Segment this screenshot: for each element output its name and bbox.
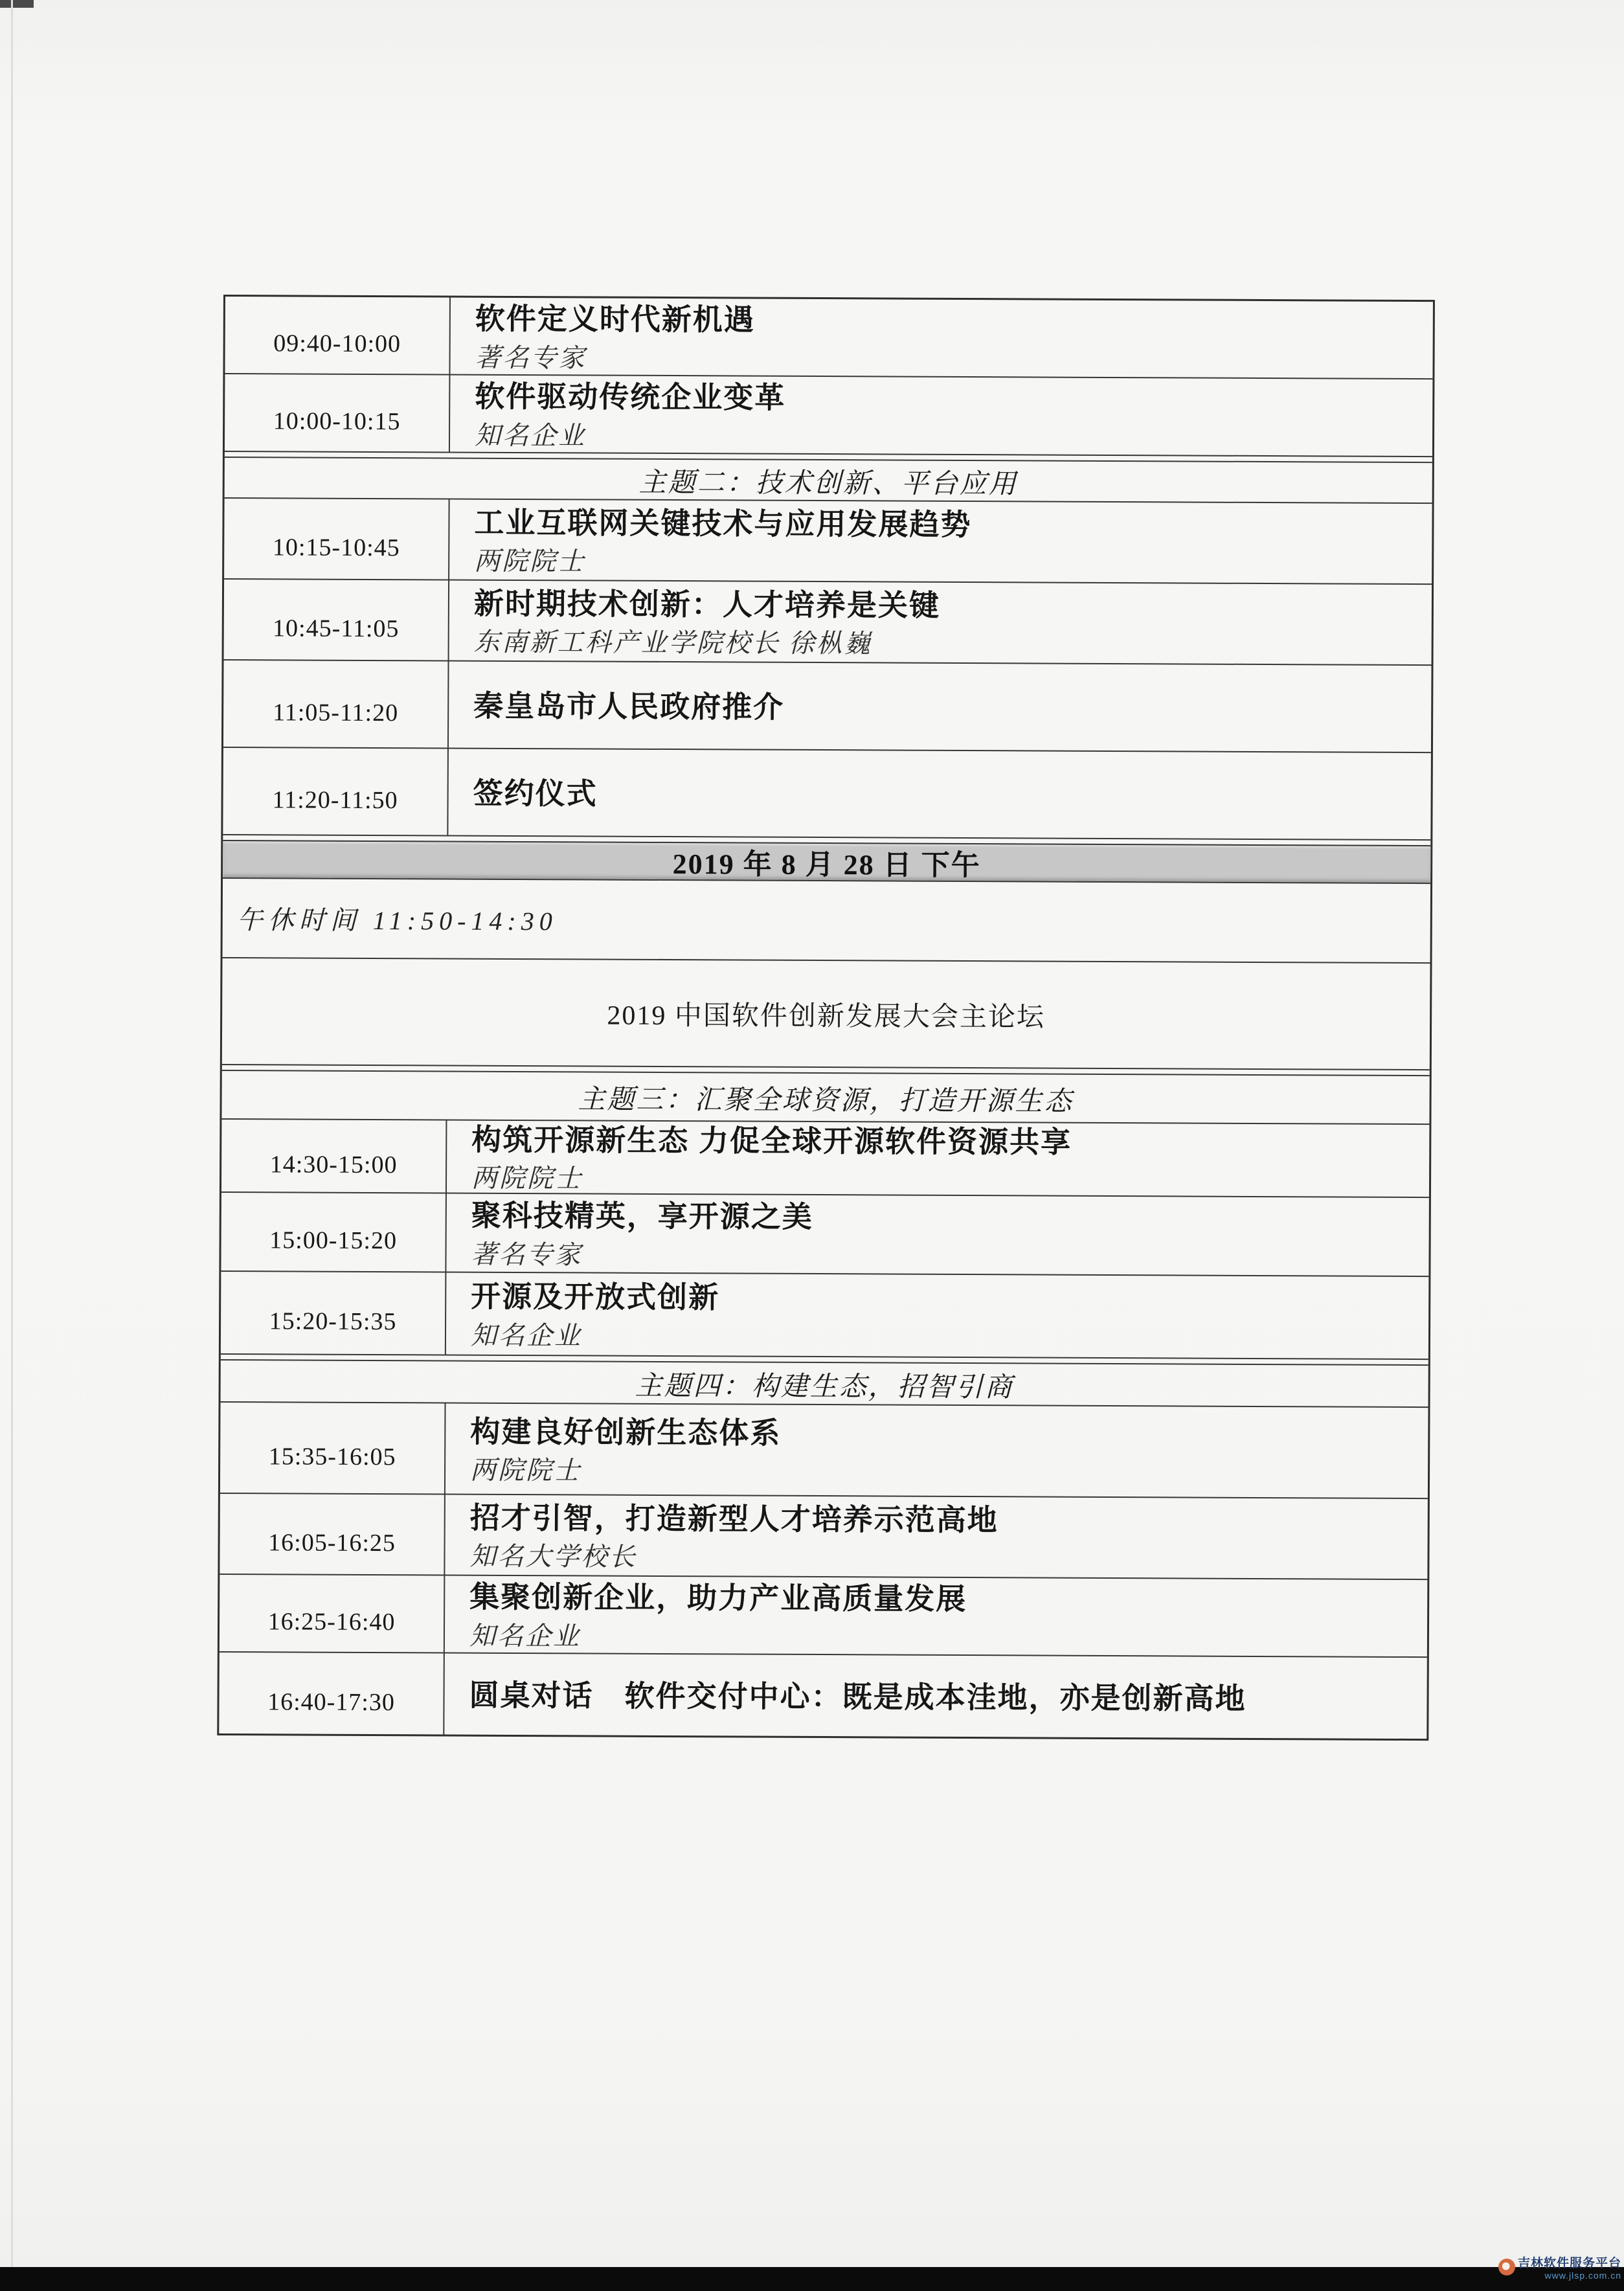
theme-row: [225, 457, 1432, 504]
session-content: [449, 662, 1432, 752]
session-content: [449, 581, 1432, 665]
session-content: [450, 298, 1433, 379]
session-time: 16:05-16:25: [220, 1494, 445, 1575]
session-content: [448, 749, 1431, 840]
session-time: 11:20-11:50: [223, 748, 449, 835]
session-speaker: 两院院士: [471, 1163, 583, 1193]
session-title: 软件驱动传统企业变革: [475, 379, 786, 415]
session-time: 15:20-15:35: [221, 1272, 447, 1355]
theme-label: 主题二：技术创新、平台应用: [638, 468, 1018, 499]
session-title: 招才引智，打造新型人才培养示范高地: [469, 1500, 998, 1537]
session-time: 15:00-15:20: [221, 1193, 447, 1272]
table-row: [220, 1403, 1428, 1499]
session-content: [450, 376, 1433, 457]
theme-label: 主题三：汇聚全球资源，打造开源生态: [578, 1084, 1074, 1117]
forum-title-row: [222, 958, 1430, 1070]
session-content: [444, 1654, 1427, 1739]
session-title: 秦皇岛市人民政府推介: [473, 688, 785, 724]
theme-row: [221, 1070, 1429, 1125]
session-time: 16:25-16:40: [220, 1575, 445, 1653]
session-title: 开源及开放式创新: [471, 1279, 720, 1315]
session-time: 16:40-17:30: [219, 1653, 445, 1735]
theme-label: 主题四：构建生态，招智引商: [635, 1371, 1014, 1403]
session-content: [447, 1121, 1429, 1197]
session-title: 签约仪式: [473, 776, 598, 811]
session-time: 15:35-16:05: [220, 1403, 446, 1494]
table-row: [223, 660, 1432, 753]
table-row: [220, 1494, 1428, 1580]
table-row: [223, 748, 1431, 841]
session-title: 构筑开源新生态 力促全球开源软件资源共享: [471, 1122, 1072, 1159]
session-title: 工业互联网关键技术与应用发展趋势: [474, 505, 972, 541]
session-title: 新时期技术创新：人才培养是关键: [473, 586, 941, 622]
session-time: 10:15-10:45: [224, 499, 450, 580]
table-row: [225, 374, 1433, 457]
date-band: [223, 840, 1430, 884]
table-row: [224, 499, 1432, 585]
watermark-logo-icon: [1498, 2259, 1515, 2275]
date-band-label: 2019 年 8 月 28 日 下午: [672, 848, 981, 882]
site-watermark: [1453, 2257, 1621, 2281]
session-speaker: 著名专家: [471, 1239, 583, 1270]
session-time: 10:00-10:15: [225, 374, 451, 452]
table-row: [224, 580, 1432, 666]
lunch-break-row: [223, 879, 1431, 964]
session-time: 11:05-11:20: [223, 660, 449, 748]
session-title: 构建良好创新生态体系: [470, 1414, 782, 1450]
scan-edge-mark: [0, 0, 34, 8]
session-speaker: 知名大学校长: [469, 1541, 637, 1572]
session-title: 软件定义时代新机遇: [475, 301, 755, 337]
agenda-table: [217, 295, 1435, 1741]
theme-row: [221, 1359, 1428, 1408]
session-speaker: 知名企业: [470, 1320, 583, 1351]
table-row: [221, 1272, 1429, 1360]
lunch-break-label: 午休时间 11:50-14:30: [236, 905, 558, 936]
watermark-site-url: www.jlsp.com.cn: [1544, 2270, 1621, 2281]
session-speaker: 两院院士: [474, 546, 586, 576]
session-content: [445, 1576, 1428, 1657]
session-title: 集聚创新企业，助力产业高质量发展: [469, 1579, 967, 1616]
scan-bottom-strip: [0, 2267, 1624, 2291]
session-speaker: 著名专家: [475, 343, 587, 373]
table-row: [219, 1653, 1427, 1739]
session-speaker: 知名企业: [469, 1621, 581, 1651]
session-content: [446, 1194, 1429, 1276]
table-row: [225, 297, 1433, 379]
table-row: [220, 1575, 1428, 1658]
session-content: [446, 1273, 1429, 1359]
session-title: 聚科技精英，享开源之美: [471, 1198, 813, 1234]
session-speaker: 两院院士: [469, 1455, 582, 1485]
session-content: [445, 1404, 1428, 1498]
table-row: [221, 1120, 1429, 1198]
watermark-site-name: 吉林软件服务平台: [1517, 2257, 1621, 2270]
session-time: 09:40-10:00: [225, 297, 451, 374]
session-title: 圆桌对话 软件交付中心：既是成本洼地，亦是创新高地: [469, 1678, 1246, 1715]
session-speaker: 知名企业: [474, 420, 587, 451]
session-time: 10:45-11:05: [224, 580, 450, 660]
session-speaker: 东南新工科产业学院校长 徐枞巍: [473, 627, 872, 659]
scan-fold-line: [11, 0, 13, 2291]
session-time: 14:30-15:00: [221, 1120, 447, 1193]
session-content: [445, 1495, 1428, 1579]
table-row: [221, 1193, 1429, 1277]
session-content: [449, 500, 1432, 584]
forum-title-label: 2019 中国软件创新发展大会主论坛: [607, 1000, 1045, 1033]
